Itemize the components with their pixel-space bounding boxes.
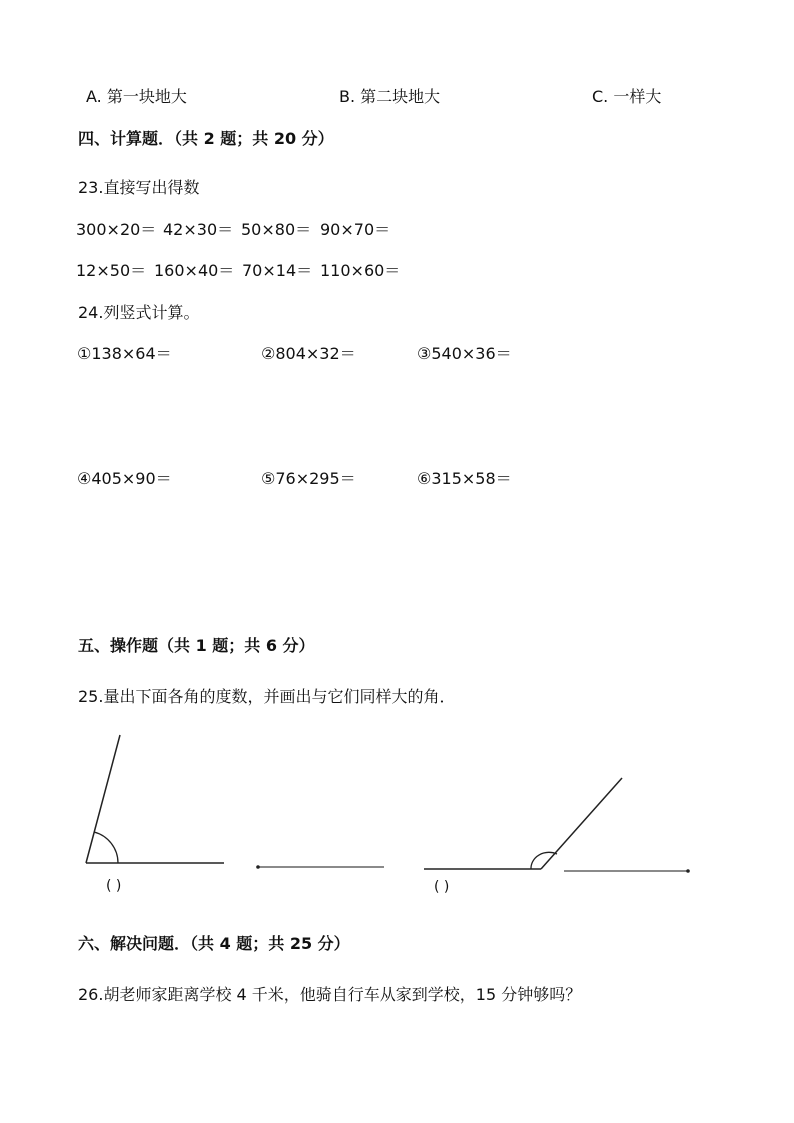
angle-answer-bracket-right: ( ) xyxy=(434,879,450,895)
q23-item: 70×14＝ xyxy=(242,261,313,280)
option-c: C. 一样大 xyxy=(592,87,662,106)
q23-item: 42×30＝ xyxy=(163,220,234,239)
drawing-ray-2 xyxy=(564,869,690,873)
q23-item: 90×70＝ xyxy=(320,220,391,239)
section-heading-operation: 五、操作题（共 1 题；共 6 分） xyxy=(78,636,315,655)
option-b: B. 第二块地大 xyxy=(339,87,441,106)
angle-figure-right xyxy=(424,778,622,869)
q24-item: ⑥315×58＝ xyxy=(417,469,512,488)
question-26-title: 26.胡老师家距离学校 4 千米，他骑自行车从家到学校，15 分钟够吗？ xyxy=(78,985,582,1004)
angle-left-arc xyxy=(94,832,118,863)
option-a: A. 第一块地大 xyxy=(86,87,187,106)
angle-answer-bracket-left: ( ) xyxy=(106,878,122,894)
q23-item: 110×60＝ xyxy=(320,261,401,280)
q23-item: 12×50＝ xyxy=(76,261,147,280)
question-23-title: 23.直接写出得数 xyxy=(78,178,200,197)
question-24-title: 24.列竖式计算。 xyxy=(78,303,200,322)
q23-item: 160×40＝ xyxy=(154,261,235,280)
q23-item: 50×80＝ xyxy=(241,220,312,239)
question-25-title: 25.量出下面各角的度数，并画出与它们同样大的角． xyxy=(78,687,456,706)
q24-item: ③540×36＝ xyxy=(417,344,512,363)
q24-item: ④405×90＝ xyxy=(77,469,172,488)
angle-figure-left xyxy=(86,735,224,863)
angle-figures xyxy=(0,720,794,900)
q24-item: ①138×64＝ xyxy=(77,344,172,363)
angle-right-side-ray xyxy=(541,778,622,869)
section-heading-problem-solving: 六、解决问题．（共 4 题；共 25 分） xyxy=(78,934,350,953)
section-heading-calculation: 四、计算题．（共 2 题；共 20 分） xyxy=(78,129,334,148)
q24-item: ⑤76×295＝ xyxy=(261,469,356,488)
drawing-ray-1 xyxy=(256,865,384,869)
q23-item: 300×20＝ xyxy=(76,220,157,239)
angle-left-side-ray xyxy=(86,735,120,863)
q24-item: ②804×32＝ xyxy=(261,344,356,363)
